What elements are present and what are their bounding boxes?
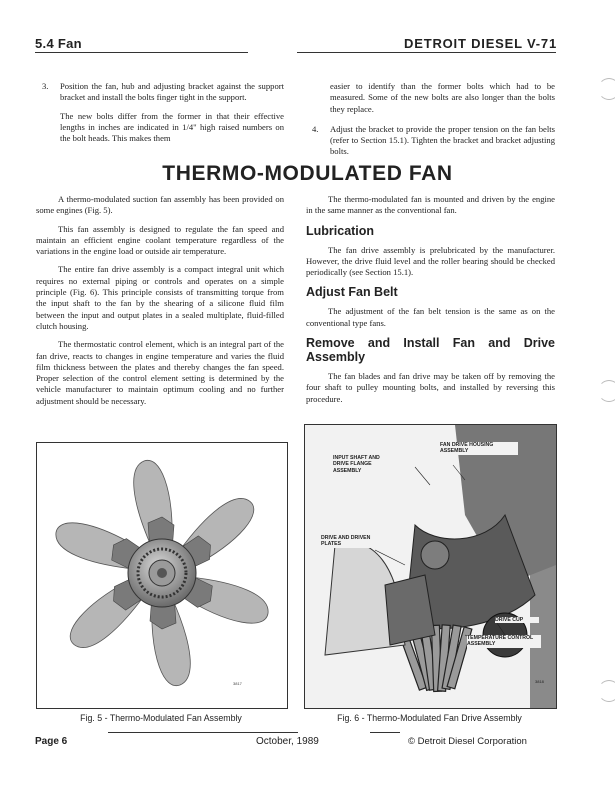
page-number: Page 6	[35, 736, 68, 747]
callout-drive-cup: DRIVE CUP	[495, 617, 539, 623]
punch-hole-middle	[598, 380, 615, 402]
figure-6-fan-drive-assembly	[304, 424, 557, 709]
paragraph: The thermostatic control element, which is an integral part of the fan drive, reacts to changes in engine temperature and varies the fluid film thickness between the plates and thereby changes the fan speed. Proper selection of the control element setting is determined by the vehicle manufacturer to maintain optimum cooling and no further adjustment should be necessary.	[36, 339, 284, 406]
figure-5-code: 3817	[233, 681, 242, 686]
paragraph: A thermo-modulated suction fan assembly has been provided on some engines (Fig. 5).	[36, 194, 284, 216]
heading-lubrication: Lubrication	[306, 223, 375, 238]
left-text-column	[36, 194, 284, 414]
header-rule-right	[297, 52, 556, 53]
callout-input-shaft: INPUT SHAFT AND DRIVE FLANGE ASSEMBLY	[333, 455, 393, 474]
figure-6-caption: Fig. 6 - Thermo-Modulated Fan Drive Assembly	[337, 713, 522, 723]
footer-copyright: © Detroit Diesel Corporation	[408, 736, 527, 747]
figure-5-fan-assembly	[36, 442, 288, 709]
manual-title: DETROIT DIESEL V-71	[404, 36, 557, 51]
paragraph: The thermo-modulated fan is mounted and driven by the engine in the same manner as the conventional fan.	[306, 194, 555, 216]
step-3-number: 3.	[42, 81, 49, 91]
section-heading: THERMO-MODULATED FAN	[162, 162, 453, 185]
figure-6-code: 3818	[535, 679, 544, 684]
step-3-text: Position the fan, hub and adjusting bracket against the support bracket and install the bolts finger tight in the support.	[60, 81, 284, 103]
footer-rule-left	[108, 732, 298, 733]
paragraph: The entire fan drive assembly is a compact integral unit which requires no external piping or controls and operates on a simple principle (Fig. 6). This principle consists of transmitting torque from the input shaft to the fan by the shearing of a silicone fluid film between the input and output plates in a sealed multiplate, fluid-filled clutch housing.	[36, 264, 284, 331]
thermostatic-element	[157, 568, 167, 578]
paragraph: The fan drive assembly is prelubricated by the manufacturer. However, the drive fluid level and the roller bearing should be checked periodically (see Section 15.1).	[306, 244, 555, 278]
input-shaft	[421, 541, 449, 569]
figure-5-caption: Fig. 5 - Thermo-Modulated Fan Assembly	[80, 713, 242, 723]
header-rule-left	[35, 52, 248, 53]
step-4-number: 4.	[312, 123, 319, 134]
right-text-column	[306, 194, 555, 412]
punch-hole-bottom	[598, 680, 615, 702]
fan-assembly-illustration	[37, 443, 287, 708]
top-right-column	[306, 81, 555, 165]
step-4	[306, 124, 555, 158]
step-3-note: The new bolts differ from the former in that their effective lengths in inches are indicated in 1/4" high raised numbers on the bolt heads. This makes them	[60, 110, 284, 144]
heading-remove-install: Remove and Install Fan and Drive Assembly	[306, 336, 555, 365]
top-left-column	[36, 81, 284, 151]
step-3	[36, 81, 284, 104]
paragraph: This fan assembly is designed to regulate the fan speed and maintain an efficient engine coolant temperature regardless of the variations in the engine load or outside air temperature.	[36, 223, 284, 257]
callout-fan-drive-housing: FAN DRIVE HOUSING ASSEMBLY	[440, 442, 518, 455]
section-title: 5.4 Fan	[35, 36, 82, 51]
punch-hole-top	[598, 78, 615, 100]
callout-drive-plates: DRIVE AND DRIVEN PLATES	[321, 535, 373, 548]
paragraph: The adjustment of the fan belt tension is the same as on the conventional type fans.	[306, 306, 555, 328]
footer-date: October, 1989	[256, 736, 319, 747]
callout-temperature-control: TEMPERATURE CONTROL ASSEMBLY	[467, 635, 541, 648]
footer-rule-right	[370, 732, 400, 733]
paragraph: The fan blades and fan drive may be taken off by removing the four shaft to pulley mounting bolts, and installed by reversing this procedure.	[306, 371, 555, 404]
step-4-text: Adjust the bracket to provide the proper tension on the fan belts (refer to Section 15.1). Tighten the bracket and bracket adjusting bolts.	[330, 123, 555, 157]
step-3-note-continued: easier to identify than the former bolts which had to be measured. Some of the new bolts are also longer than the bolts they replace.	[330, 81, 555, 114]
heading-adjust-fan-belt: Adjust Fan Belt	[306, 285, 398, 300]
